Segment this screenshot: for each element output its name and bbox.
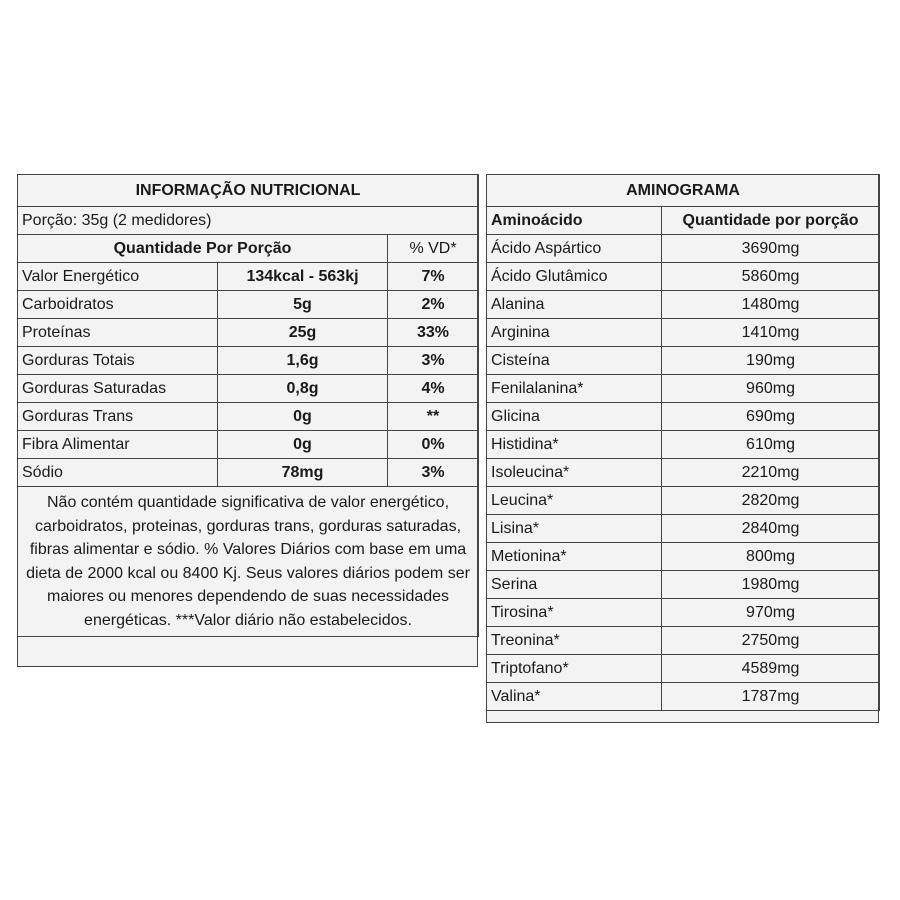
nutrient-vd: 2% [388, 291, 479, 319]
aminoacid-name: Isoleucina* [487, 459, 662, 487]
nutrient-quantity: 0g [218, 431, 388, 459]
aminoacid-row [487, 375, 880, 403]
aminoacid-row [487, 319, 880, 347]
aminogram-grid [486, 174, 880, 711]
nutrition-header-row [18, 235, 479, 263]
aminoacid-name: Triptofano* [487, 655, 662, 683]
aminoacid-quantity: 960mg [662, 375, 880, 403]
nutrient-name: Carboidratos [18, 291, 218, 319]
nutrient-vd: 4% [388, 375, 479, 403]
aminoacid-quantity: 970mg [662, 599, 880, 627]
nutrient-name: Gorduras Trans [18, 403, 218, 431]
aminoacid-name: Tirosina* [487, 599, 662, 627]
aminoacid-name: Arginina [487, 319, 662, 347]
aminoacid-name: Cisteína [487, 347, 662, 375]
header-vd: % VD* [388, 235, 479, 263]
nutrition-row [18, 459, 479, 487]
aminoacid-name: Ácido Glutâmico [487, 263, 662, 291]
aminogram-title-row [487, 175, 880, 207]
nutrient-quantity: 1,6g [218, 347, 388, 375]
nutrient-vd: 7% [388, 263, 479, 291]
portion-row [18, 207, 479, 235]
aminoacid-name: Leucina* [487, 487, 662, 515]
aminoacid-name: Lisina* [487, 515, 662, 543]
aminogram-rows [487, 235, 880, 711]
nutrient-quantity: 78mg [218, 459, 388, 487]
aminoacid-row [487, 403, 880, 431]
nutrition-footnote: Não contém quantidade significativa de valor energético, carboidratos, proteinas, gorduras trans, gorduras saturadas, fibras alimentar e sódio. % Valores Diários com base em uma dieta de 2000 kcal ou 8400 Kj. Seus valores diários podem ser maiores ou menores dependendo de suas necessidades energéticas. ***Valor diário não estabelecidos. [18, 487, 479, 637]
nutrition-title: INFORMAÇÃO NUTRICIONAL [18, 175, 479, 207]
aminoacid-quantity: 2750mg [662, 627, 880, 655]
nutrient-quantity: 134kcal - 563kj [218, 263, 388, 291]
aminogram-table [486, 174, 879, 723]
nutrient-name: Proteínas [18, 319, 218, 347]
aminoacid-row [487, 655, 880, 683]
nutrition-row [18, 431, 479, 459]
aminoacid-row [487, 627, 880, 655]
nutrition-row [18, 263, 479, 291]
nutrition-facts-table [17, 174, 478, 667]
nutrient-vd: 33% [388, 319, 479, 347]
aminoacid-quantity: 1480mg [662, 291, 880, 319]
aminoacid-quantity: 1980mg [662, 571, 880, 599]
aminoacid-row [487, 543, 880, 571]
aminoacid-row [487, 263, 880, 291]
nutrition-row [18, 403, 479, 431]
nutrient-name: Fibra Alimentar [18, 431, 218, 459]
aminoacid-row [487, 347, 880, 375]
header-aminoacid: Aminoácido [487, 207, 662, 235]
nutrition-table [17, 174, 479, 637]
aminoacid-name: Fenilalanina* [487, 375, 662, 403]
aminoacid-row [487, 683, 880, 711]
aminoacid-name: Glicina [487, 403, 662, 431]
nutrition-row [18, 319, 479, 347]
aminoacid-row [487, 599, 880, 627]
portion-text: Porção: 35g (2 medidores) [18, 207, 479, 235]
nutrition-row [18, 291, 479, 319]
aminoacid-name: Ácido Aspártico [487, 235, 662, 263]
nutrient-name: Valor Energético [18, 263, 218, 291]
aminoacid-quantity: 1410mg [662, 319, 880, 347]
aminogram-header-row [487, 207, 880, 235]
aminoacid-quantity: 2840mg [662, 515, 880, 543]
aminogram-title: AMINOGRAMA [487, 175, 880, 207]
header-quantity: Quantidade Por Porção [18, 235, 388, 263]
aminoacid-quantity: 2210mg [662, 459, 880, 487]
nutrient-quantity: 0,8g [218, 375, 388, 403]
nutrition-row [18, 375, 479, 403]
aminoacid-row [487, 571, 880, 599]
nutrient-vd: ** [388, 403, 479, 431]
aminoacid-row [487, 459, 880, 487]
aminoacid-name: Histidina* [487, 431, 662, 459]
aminoacid-quantity: 1787mg [662, 683, 880, 711]
nutrient-vd: 3% [388, 459, 479, 487]
nutrient-quantity: 25g [218, 319, 388, 347]
aminoacid-quantity: 5860mg [662, 263, 880, 291]
aminoacid-row [487, 515, 880, 543]
aminoacid-row [487, 235, 880, 263]
aminoacid-row [487, 431, 880, 459]
aminoacid-quantity: 4589mg [662, 655, 880, 683]
aminoacid-quantity: 3690mg [662, 235, 880, 263]
aminoacid-row [487, 487, 880, 515]
aminoacid-quantity: 800mg [662, 543, 880, 571]
aminoacid-quantity: 2820mg [662, 487, 880, 515]
aminoacid-row [487, 291, 880, 319]
aminoacid-name: Valina* [487, 683, 662, 711]
header-quantity-per-portion: Quantidade por porção [662, 207, 880, 235]
nutrition-title-row [18, 175, 479, 207]
aminoacid-name: Treonina* [487, 627, 662, 655]
nutrient-name: Gorduras Saturadas [18, 375, 218, 403]
nutrition-rows [18, 263, 479, 487]
nutrient-vd: 0% [388, 431, 479, 459]
aminoacid-quantity: 690mg [662, 403, 880, 431]
aminoacid-quantity: 610mg [662, 431, 880, 459]
nutrient-quantity: 0g [218, 403, 388, 431]
aminoacid-name: Alanina [487, 291, 662, 319]
nutrient-quantity: 5g [218, 291, 388, 319]
nutrition-row [18, 347, 479, 375]
aminoacid-name: Serina [487, 571, 662, 599]
nutrient-vd: 3% [388, 347, 479, 375]
nutrient-name: Gorduras Totais [18, 347, 218, 375]
aminoacid-quantity: 190mg [662, 347, 880, 375]
nutrient-name: Sódio [18, 459, 218, 487]
nutrition-note-row [18, 487, 479, 637]
aminoacid-name: Metionina* [487, 543, 662, 571]
